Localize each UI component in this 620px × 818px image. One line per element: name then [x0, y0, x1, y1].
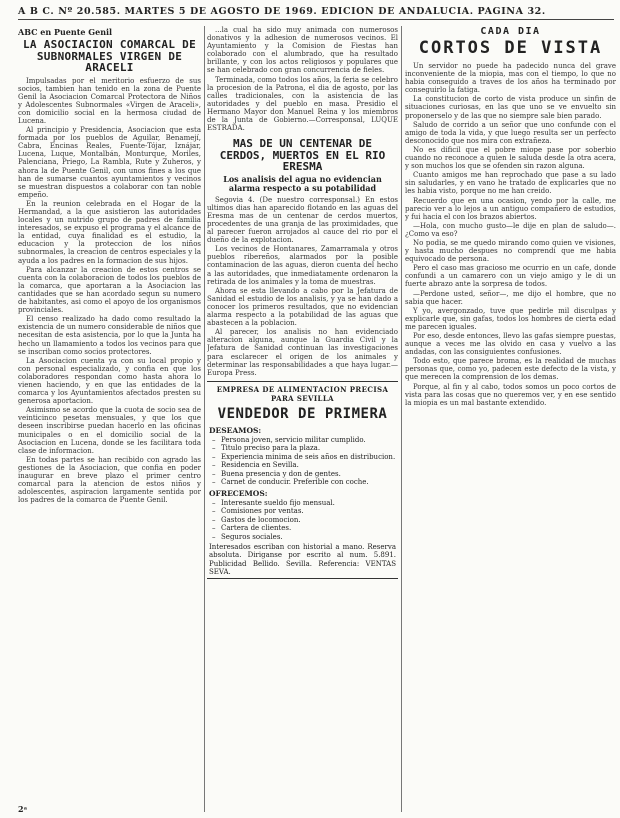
col3-paragraph: Cuanto amigos me han reprochado que pase a su lado sin saludarles, y en vano he tratado de explicarles que no les habia visto, porque no me han creido.: [405, 171, 616, 196]
col1-paragraph: Impulsadas por el meritorio esfuerzo de sus socios, tambien han tenido en la zona de Puente Genil la Asociacion Comarcal Protectora de Niños y Adolescentes Subnormales «Virgen de Araceli», con domicilio social en la hermosa ciudad de Lucena.: [18, 76, 201, 125]
list-item: – Titulo preciso para la plaza.: [221, 444, 396, 453]
col3-section-title: CADA DIA: [480, 26, 541, 37]
col1-kicker: ABC en Puente Genil: [18, 27, 113, 37]
list-item: – Carnet de conducir. Preferible con coche.: [221, 478, 396, 487]
col3-paragraph: No es dificil que el pobre miope pase por soberbio cuando no reconoce a quien le saluda desde la otra acera, y son muchos los que se ofenden sin razon alguna.: [405, 145, 616, 171]
col1-paragraph: Para alcanzar la creacion de estos centros se cuenta con la colaboracion de todos los pueblos de la comarca, que aportaran a la Asociacion las cantidades que se han acordado segun su numero de habitantes, asi como el apoyo de los organismos provinciales.: [18, 265, 201, 315]
col2-paragraph: Los vecinos de Hontanares, Zamarramala y otros pueblos ribereños, alarmados por la posible contaminacion de las aguas, dieron cuenta del hecho a las autoridades, que inmediatamente ordenaron la retirada de los animales y la toma de muestras.: [207, 245, 398, 286]
list-item: – Buena presencia y don de gentes.: [221, 470, 396, 479]
column-1: [18, 26, 201, 810]
ad-title: VENDEDOR DE PRIMERA: [217, 405, 388, 422]
col3-paragraph: —Perdone usted, señor—, me dijo el hombre, que no sabia que hacer.: [405, 289, 616, 306]
col1-paragraph: Al principio y Presidencia, Asociacion que esta formada por los pueblos de Aguilar, Benamejí, Cabra, Encinas Reales, Fuente-Tójar, Iznájar, Lucena, Luque, Montalbán, Monturque, Moriles, Palenciana, Priego, La Rambla, Rute y Zuheros, y ahora la de Puente Genil, con unos fines a los que han de sumarse cuantos ayuntamientos y vecinos se muestran dispuestos a colaborar con tan noble empeño.: [18, 126, 201, 199]
col2-paragraph: Ahora se esta llevando a cabo por la Jefatura de Sanidad el estudio de los analisis, y ya se han dado a conocer los primeros resultados, que no evidencian alarma respecto a la potabilidad de las aguas que abastecen a la poblacion.: [207, 286, 398, 328]
list-item: – Experiencia minima de seis años en distribucion.: [221, 453, 396, 462]
col3-paragraph: Todo esto, que parece broma, es la realidad de muchas personas que, como yo, padecen este defecto de la vista, y que merecen la comprension de los demas.: [405, 357, 616, 382]
ad-company: EMPRESA DE ALIMENTACION PRECISA PARA SEVILLA: [216, 384, 389, 403]
column-rule-1: [204, 26, 205, 812]
col1-headline: LA ASOCIACION COMARCAL DE SUBNORMALES VIRGEN DE ARACELI: [22, 38, 197, 74]
col1-paragraph: La Asociacion cuenta ya con su local propio y con personal especializado, y confia en que los colaboradores respondan como hasta ahora lo vienen haciendo, y en que las entidades de la comarca y los Ayuntamientos afectados presten su generosa aportacion.: [18, 356, 201, 406]
col1-body: [18, 77, 201, 505]
list-item: – Seguros sociales.: [221, 533, 396, 542]
col3-paragraph: Pero el caso mas gracioso me ocurrio en un cafe, donde confundi a un camarero con un viejo amigo y le di un fuerte abrazo ante la sorpresa de todos.: [405, 264, 616, 289]
job-advertisement: [207, 381, 398, 579]
column-rule-2: [401, 26, 402, 812]
ad-offered-list: [209, 499, 396, 542]
col3-paragraph: —Hola, con mucho gusto—le dije en plan de saludo—. ¿Como va eso?: [405, 221, 616, 238]
ad-footer: Interesados escriban con historial a mano. Reserva absoluta. Diriganse por escrito al num. 5.891. Publicidad Bellido. Sevilla. Referencia: VENTAS SEVA.: [209, 543, 396, 576]
col3-paragraph: Y yo, avergonzado, tuve que pedirle mil disculpas y explicarle que, sin gafas, todos los hombres de cierta edad me parecen iguales.: [405, 306, 616, 331]
list-item: – Comisiones por ventas.: [221, 507, 396, 516]
list-item: – Persona joven, servicio militar cumplido.: [221, 436, 396, 445]
list-item: – Cartera de clientes.: [221, 524, 396, 533]
list-item: – Interesante sueldo fijo mensual.: [221, 499, 396, 508]
col2-body: [207, 196, 398, 377]
col3-paragraph: Por eso, desde entonces, llevo las gafas siempre puestas, aunque a veces me las olvido en casa y vuelvo a las andadas, con las consiguientes confusiones.: [405, 332, 616, 357]
list-item: – Residencia en Sevilla.: [221, 461, 396, 470]
col2-subhead: Los analisis del agua no evidencian alarma respecto a su potabilidad: [223, 173, 382, 193]
masthead: A B C. Nº 20.585. MARTES 5 DE AGOSTO DE 1969. EDICION DE ANDALUCIA. PAGINA 32.: [18, 6, 614, 20]
page-corner-mark: 2ᵃ: [18, 804, 28, 814]
col2-paragraph: Terminada, como todos los años, la feria se celebro la procesion de la Patrona, el dia de agosto, por las calles tradicionales, con la asistencia de las autoridades y del pueblo en masa. Presidio el Hermano Mayor don Manuel Reina y los miembros de la Junta de Gobierno.—Corresponsal, LUQUE ESTRADA.: [207, 75, 398, 133]
ad-wanted-list: [209, 436, 396, 487]
col2-headline: MAS DE UN CENTENAR DE CERDOS, MUERTOS EN EL RIO ERESMA: [219, 137, 386, 174]
col3-paragraph: Saludo de corrido a un señor que uno confunde con el amigo de toda la vida, y que luego resulta ser un perfecto desconocido que nos mira con extrañeza.: [405, 120, 616, 145]
col3-body: [405, 62, 616, 407]
col3-paragraph: Un servidor no puede ha padecido nunca del grave inconveniente de la miopia, mas con el tiempo, lo que no habia conseguido a traves de los años ha terminado por conseguirlo la fatiga.: [405, 62, 616, 95]
col1-paragraph: Asimismo se acordo que la cuota de socio sea de veinticinco pesetas mensuales, y que los que deseen inscribirse puedan hacerlo en las oficinas municipales o en el domicilio social de la Asociacion en Lucena, donde se les facilitara toda clase de informacion.: [18, 406, 201, 455]
col1-paragraph: En la reunion celebrada en el Hogar de la Hermandad, a la que asistieron las autoridades locales y un nutrido grupo de padres de familia interesados, se expuso el programa y el alcance de la entidad, cuya finalidad es el estudio, la educacion y la proteccion de los niños subnormales, la creacion de centros especiales y la ayuda a los padres en la formacion de sus hijos.: [18, 199, 201, 265]
col3-paragraph: Recuerdo que en una ocasion, yendo por la calle, me parecio ver a lo lejos a un antiguo compañero de estudios, y fui hacia el con los brazos abiertos.: [405, 196, 616, 221]
ad-section-wanted: DESEAMOS:: [209, 425, 262, 435]
col3-paragraph: Porque, al fin y al cabo, todos somos un poco cortos de vista para las cosas que no queremos ver, y en ese sentido la miopia es un mal bastante extendido.: [405, 382, 616, 407]
col1-paragraph: En todas partes se han recibido con agrado las gestiones de la Asociacion, que confia en poder inaugurar en breve plazo el primer centro comarcal para la atencion de estos niños y adolescentes, aspiracion largamente sentida por los padres de la comarca de Puente Genil.: [18, 455, 201, 505]
col3-headline: CORTOS DE VISTA: [418, 38, 603, 58]
col2-paragraph: Segovia 4. (De nuestro corresponsal.) En estos ultimos dias han aparecido flotando en las aguas del Eresma mas de un centenar de cerdos muertos, procedentes de una granja de las proximidades, que al parecer fueron arrojados al cauce del rio por el dueño de la explotacion.: [207, 195, 398, 245]
col1-paragraph: El censo realizado ha dado como resultado la existencia de un numero considerable de niños que necesitan de esta asistencia, por lo que la Junta ha hecho un llamamiento a todos los vecinos para que se inscriban como socios protectores.: [18, 315, 201, 356]
list-item: – Gastos de locomocion.: [221, 516, 396, 525]
column-2: [207, 26, 398, 810]
col2-paragraph: Al parecer, los analisis no han evidenciado alteracion alguna, aunque la Guardia Civil y la Jefatura de Sanidad continuan las investigaciones para esclarecer el origen de los animales y determinar las responsabilidades a que haya lugar.—Europa Press.: [207, 328, 398, 377]
col2-body-top: [207, 26, 398, 132]
col3-paragraph: No podia, se me quedo mirando como quien ve visiones, y hasta mucho despues no comprendi que me habia equivocado de persona.: [405, 238, 616, 264]
column-3: [405, 26, 616, 810]
col2-paragraph: ...la cual ha sido muy animada con numerosos donativos y la adhesion de numerosos vecinos. El Ayuntamiento y la Comision de Fiestas han colaborado con el alumbrado, que ha resultado brillante, y con los actos religiosos y populares que se han celebrado con gran concurrencia de fieles.: [207, 26, 398, 75]
col3-paragraph: La constitucion de corto de vista produce un sinfin de situaciones curiosas, en las que uno se ve envuelto sin proponerselo y de las que no siempre sale bien parado.: [405, 95, 616, 120]
ad-section-offered: OFRECEMOS:: [209, 488, 268, 498]
